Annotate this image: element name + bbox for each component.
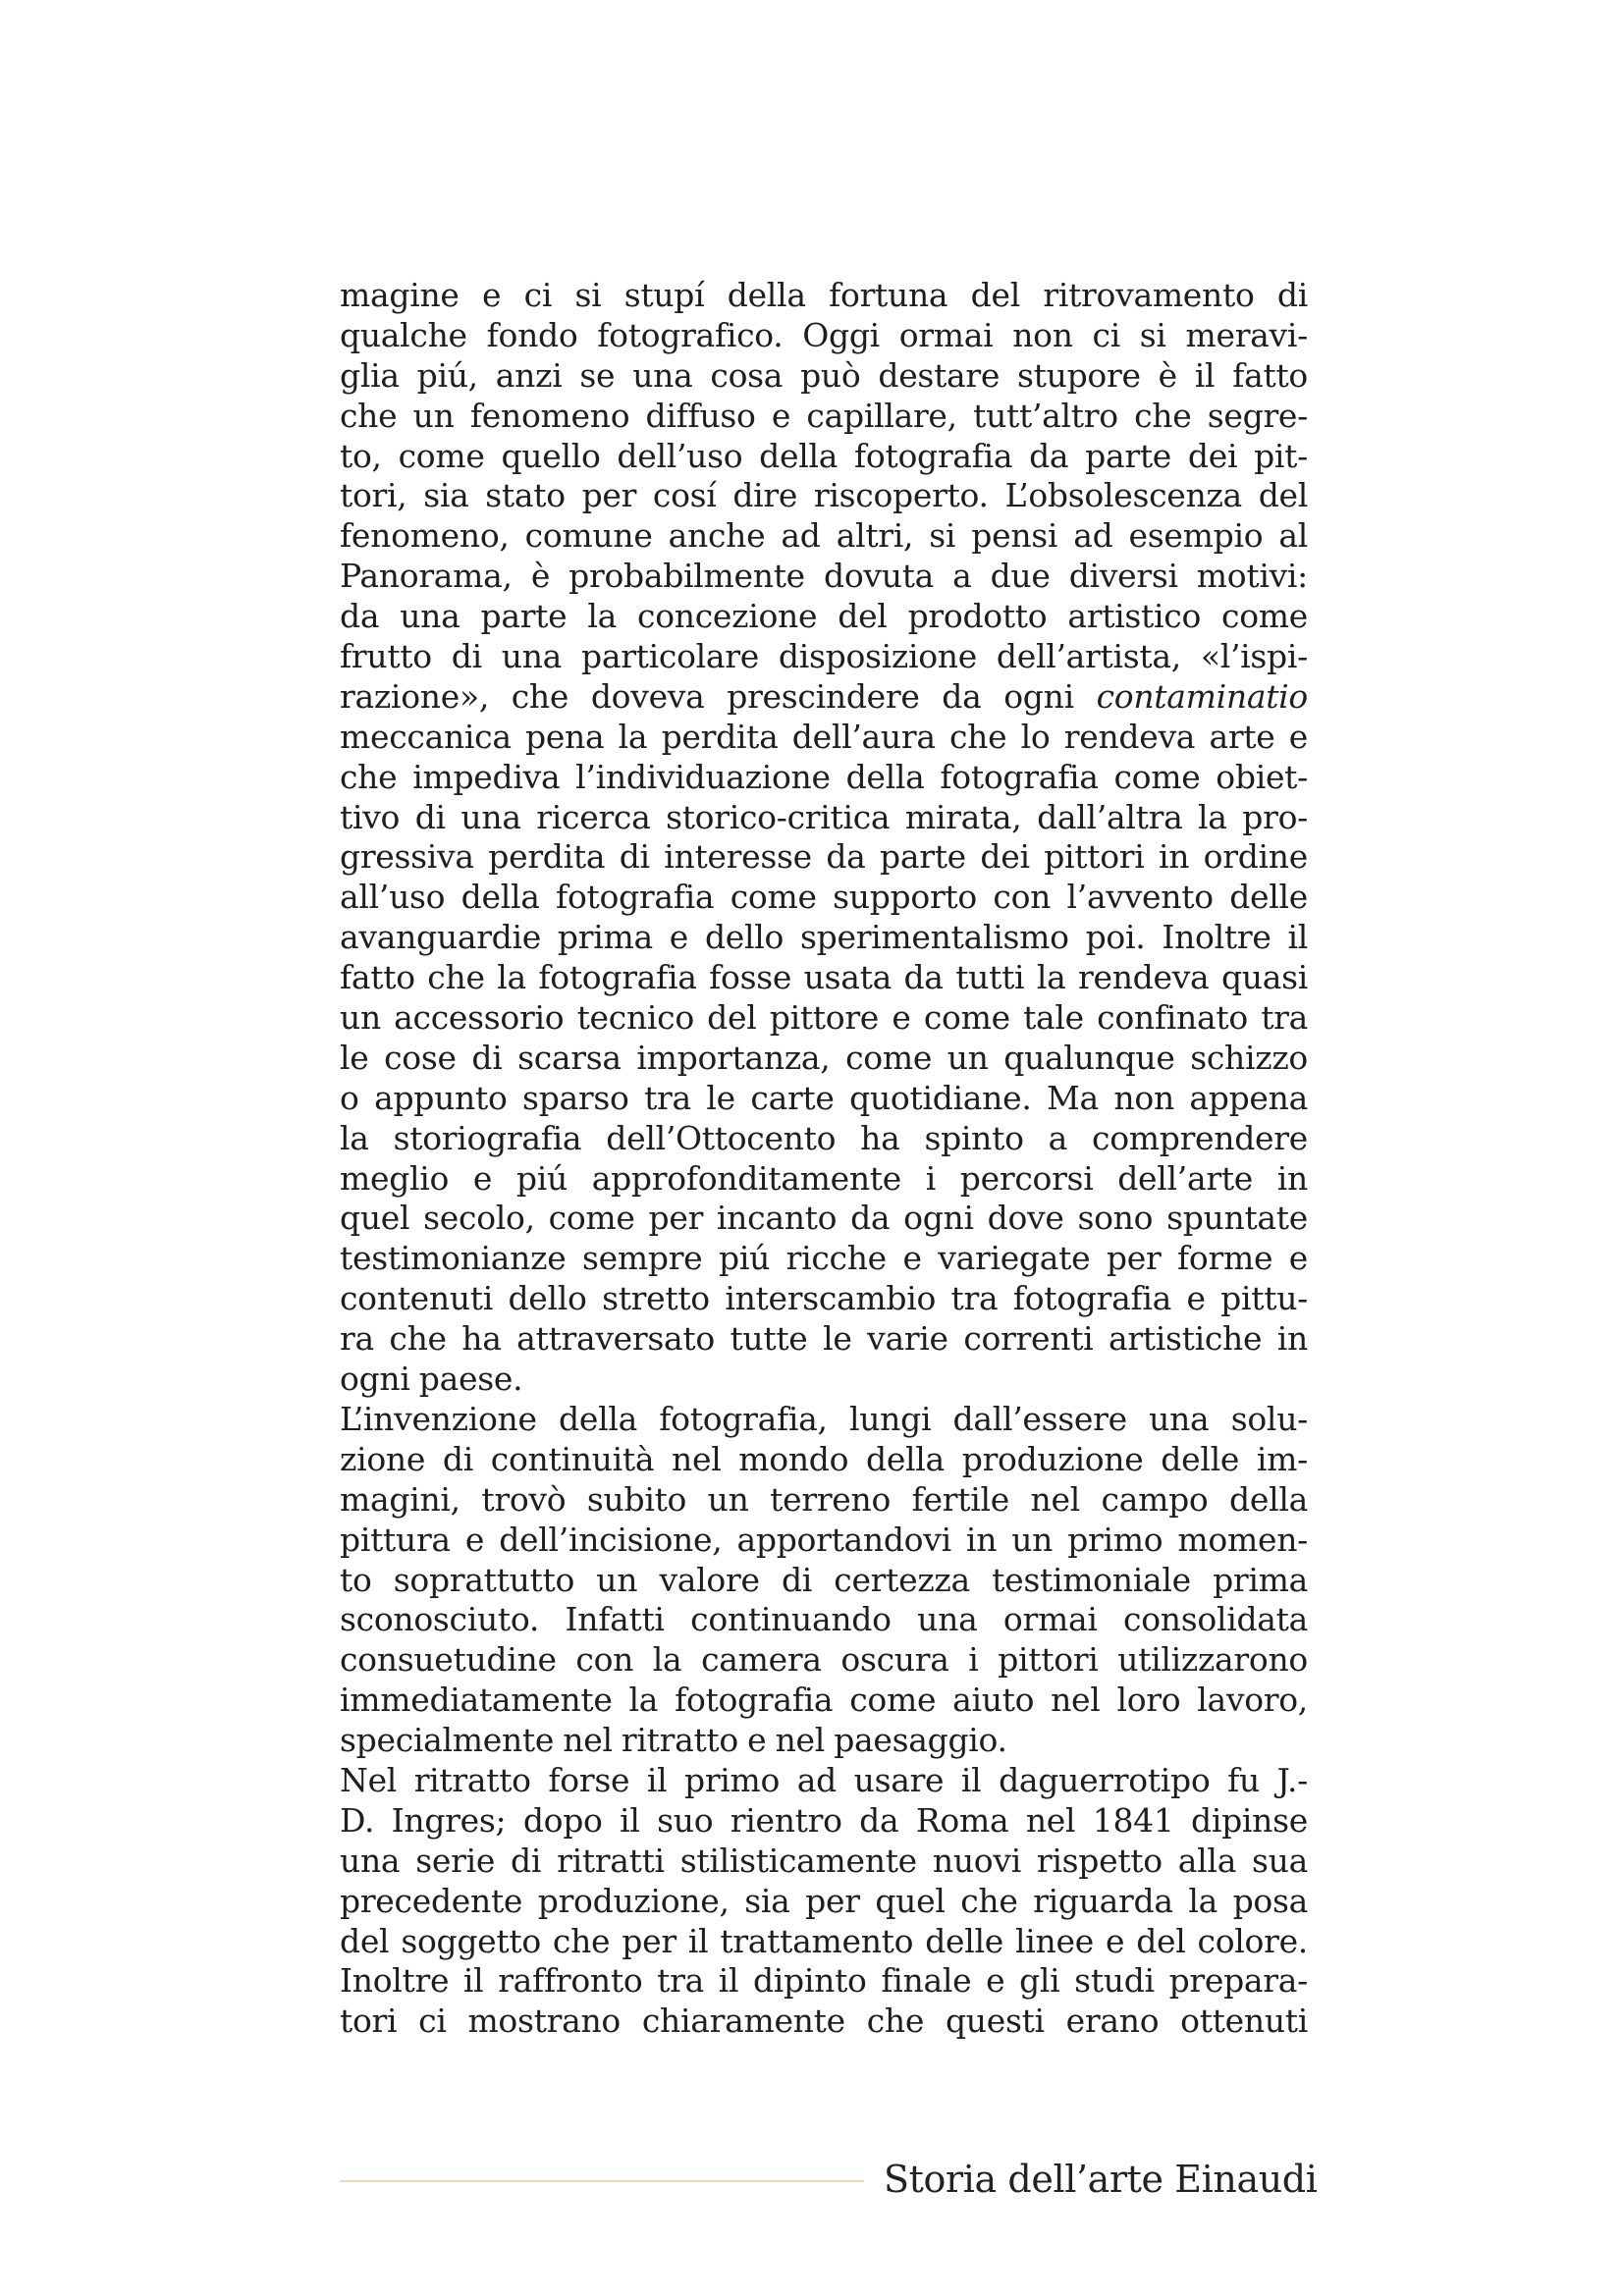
italic-term: contaminatio [1096, 676, 1308, 716]
text-line: tori, sia stato per cosí dire riscoperto. L’obsolescenza del [340, 476, 1308, 515]
text-line: D. Ingres; dopo il suo rientro da Roma nel 1841 dipinse [340, 1800, 1308, 1840]
text-line: contenuti dello stretto interscambio tra fotografia e pittu- [340, 1279, 1308, 1318]
text-line-segment: razione», che doveva prescindere da ogni [340, 676, 1074, 716]
text-line: L’invenzione della fotografia, lungi dall’essere una solu- [340, 1399, 1308, 1438]
text-line: testimonianze sempre piú ricche e variegate per forme e [340, 1239, 1308, 1278]
text-line: che un fenomeno diffuso e capillare, tutt’altro che segre- [340, 396, 1308, 435]
paragraph-end-line: specialmente nel ritratto e nel paesaggio. [340, 1721, 1007, 1760]
text-line: glia piú, anzi se una cosa può destare stupore è il fatto [340, 355, 1308, 395]
text-line: del soggetto che per il trattamento delle linee e del colore. [340, 1921, 1308, 1960]
text-line: immediatamente la fotografia come aiuto nel loro lavoro, [340, 1681, 1308, 1720]
text-line: pittura e dell’incisione, apportandovi in un primo momen- [340, 1520, 1308, 1559]
text-line: meccanica pena la perdita dell’aura che lo rendeva arte e [340, 717, 1308, 756]
text-line: la storiografia dell’Ottocento ha spinto a comprendere [340, 1118, 1308, 1157]
paragraph-end-line: ogni paese. [340, 1360, 523, 1399]
text-line: fenomeno, comune anche ad altri, si pensi ad esempio al [340, 516, 1308, 556]
text-line: qualche fondo fotografico. Oggi ormai non ci si meravi- [340, 315, 1308, 354]
text-line: to soprattutto un valore di certezza testimoniale prima [340, 1560, 1308, 1599]
text-line: precedente produzione, sia per quel che riguarda la posa [340, 1881, 1308, 1920]
text-line: zione di continuità nel mondo della produzione delle im- [340, 1439, 1308, 1478]
text-line: una serie di ritratti stilisticamente nuovi rispetto alla sua [340, 1841, 1308, 1880]
text-line: magine e ci si stupí della fortuna del ritrovamento di [340, 276, 1308, 314]
text-line: avanguardie prima e dello sperimentalismo poi. Inoltre il [340, 918, 1308, 957]
text-line: o appunto sparso tra le carte quotidiane. Ma non appena [340, 1078, 1308, 1117]
text-line: all’uso della fotografia come supporto con l’avvento delle [340, 878, 1308, 917]
body-text [340, 276, 1308, 2042]
text-line: Inoltre il raffronto tra il dipinto finale e gli studi prepara- [340, 1961, 1308, 2001]
text-line: un accessorio tecnico del pittore e come tale confinato tra [340, 998, 1308, 1038]
text-line: tori ci mostrano chiaramente che questi erano ottenuti [340, 2002, 1308, 2041]
text-line: frutto di una particolare disposizione dell’artista, «l’ispi- [340, 637, 1308, 676]
text-line: fatto che la fotografia fosse usata da tutti la rendeva quasi [340, 958, 1308, 997]
text-line: consuetudine con la camera oscura i pittori utilizzarono [340, 1640, 1308, 1680]
footer-running-title: Storia dell’arte Einaudi [884, 2158, 1318, 2201]
text-line: sconosciuto. Infatti continuando una ormai consolidata [340, 1600, 1308, 1639]
text-line: Panorama, è probabilmente dovuta a due diversi motivi: [340, 557, 1308, 596]
text-line: le cose di scarsa importanza, come un qualunque schizzo [340, 1038, 1308, 1077]
text-line: to, come quello dell’uso della fotografia da parte dei pit- [340, 436, 1308, 475]
text-line: quel secolo, come per incanto da ogni dove sono spuntate [340, 1199, 1308, 1238]
text-line: Nel ritratto forse il primo ad usare il daguerrotipo fu J.- [340, 1760, 1308, 1799]
text-line: tivo di una ricerca storico-critica mirata, dall’altra la pro- [340, 797, 1308, 836]
text-line: che impediva l’individuazione della fotografia come obiet- [340, 757, 1308, 796]
text-line: gressiva perdita di interesse da parte dei pittori in ordine [340, 837, 1308, 877]
text-line-with-italic [340, 677, 1308, 718]
footer-divider [340, 2180, 864, 2182]
text-line: ra che ha attraversato tutte le varie correnti artistiche in [340, 1319, 1308, 1359]
text-line: magini, trovò subito un terreno fertile nel campo della [340, 1479, 1308, 1519]
text-line: da una parte la concezione del prodotto artistico come [340, 597, 1308, 636]
text-line: meglio e piú approfonditamente i percorsi dell’arte in [340, 1158, 1308, 1198]
